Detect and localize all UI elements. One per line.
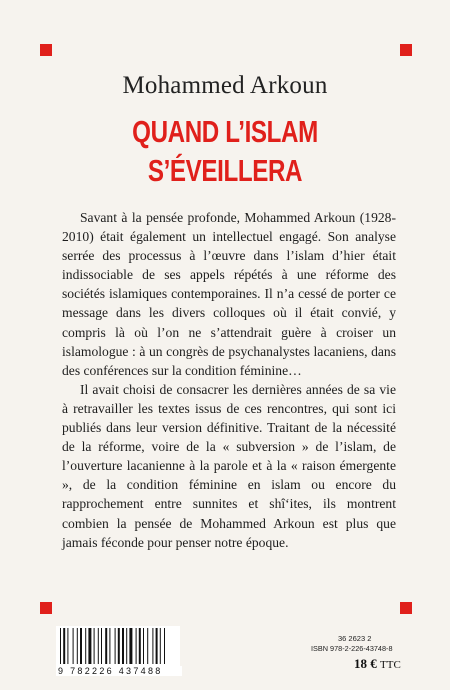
decorative-square-bottom-left xyxy=(40,602,52,614)
barcode-digits: 9 782226 437488 xyxy=(56,666,182,676)
price-suffix: TTC xyxy=(380,659,401,671)
decorative-square-top-right xyxy=(400,44,412,56)
back-cover-blurb xyxy=(62,208,396,552)
blurb-paragraph-2: Il avait choisi de consacrer les dernières années de sa vie à retravailler les textes issus de ces rencontres, qui sont ici publiés dans leur version définitive. Traitant de la nécessité de la réforme, voire de la « subversion » de l’islam, de l’ouverture lacanienne à la parole et à la « raison émergente », de la condition féminine en islam ou encore du rapprochement entre sunnites et shî‘ites, ils montrent combien la pensée de Mohammed Arkoun est plus que jamais féconde pour penser notre époque. xyxy=(62,381,396,550)
author-name: Mohammed Arkoun xyxy=(122,72,328,99)
price xyxy=(354,656,401,672)
decorative-square-top-left xyxy=(40,44,52,56)
product-code: 36 2623 2 xyxy=(338,634,372,643)
decorative-square-bottom-right xyxy=(400,602,412,614)
price-value: 18 € xyxy=(354,656,377,671)
barcode-bars-icon xyxy=(56,626,180,666)
isbn: ISBN 978-2-226-43748-8 xyxy=(311,644,393,653)
book-title-line-1: QUAND L’ISLAM xyxy=(132,114,318,149)
blurb-paragraph-1: Savant à la pensée profonde, Mohammed Arkoun (1928-2010) était également un intellectuel engagé. Son analyse serrée des processus à l’œuvre dans l’islam d’hier était indissociable de ses appels répétés à une réforme des sociétés islamiques contemporaines. Il n’a cessé de porter ce message dans les divers colloques où il était convié, y compris là où l’on ne s’attendrait guère à croiser un islamologue : à un congrès de psychanalystes lacaniens, dans des conférences sur la condition féminine… xyxy=(62,210,396,378)
book-title-line-2: S’ÉVEILLERA xyxy=(147,153,303,188)
